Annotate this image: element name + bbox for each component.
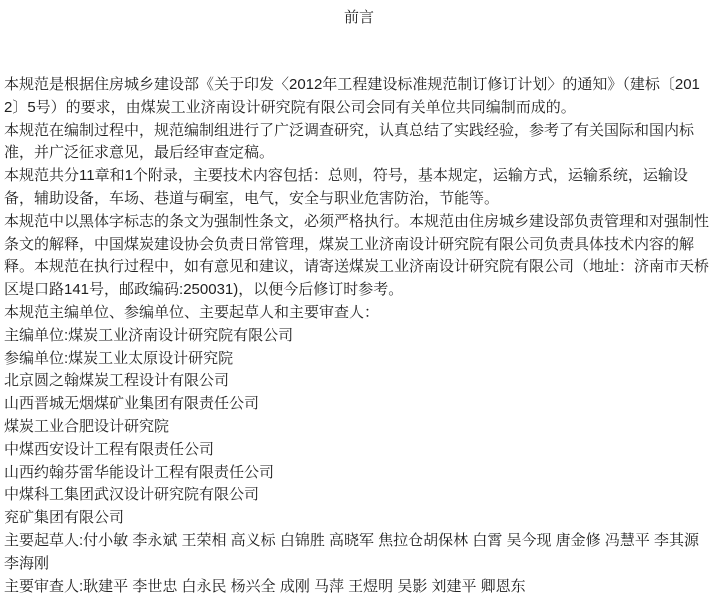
para-credits-intro: 本规范主编单位、参编单位、主要起草人和主要审查人： <box>4 303 380 321</box>
para-basis: 本规范是根据住房城乡建设部《关于印发〈2012年工程建设标准规范制订修订计划〉的通知》（建标〔2012〕5号）的要求，由煤炭工业济南设计研究院有限公司会同有关单位共同编制而成的。 <box>4 76 700 116</box>
line-chief-editor-unit: 主编单位:煤炭工业济南设计研究院有限公司 <box>4 326 294 344</box>
line-participating-unit: 煤炭工业合肥设计研究院 <box>4 417 170 435</box>
line-participating-unit: 兖矿集团有限公司 <box>4 509 125 527</box>
line-main-reviewers: 主要审查人:耿建平 李世忠 白永民 杨兴全 成刚 马萍 王煜明 吴影 刘建平 卿恩东 <box>4 577 526 595</box>
para-drafting-process: 本规范在编制过程中，规范编制组进行了广泛调查研究，认真总结了实践经验，参考了有关国际和国内标准，并广泛征求意见，最后经审查定稿。 <box>4 121 695 162</box>
line-participating-unit: 山西晋城无烟煤矿业集团有限责任公司 <box>4 395 260 413</box>
line-participating-unit: 北京圆之翰煤炭工程设计有限公司 <box>4 372 230 390</box>
line-participating-unit: 参编单位:煤炭工业太原设计研究院 <box>4 349 234 367</box>
page-title: 前言 <box>343 9 374 26</box>
line-participating-unit: 中煤西安设计工程有限责任公司 <box>4 440 215 458</box>
para-contents-overview: 本规范共分11章和1个附录，主要技术内容包括：总则，符号，基本规定，运输方式，运输系统，运输设备，辅助设备，车场、巷道与硐室，电气，安全与职业危害防治，节能等。 <box>4 167 688 207</box>
para-mandatory-provisions: 本规范中以黑体字标志的条文为强制性条文，必须严格执行。本规范由住房城乡建设部负责管理和对强制性条文的解释，中国煤炭建设协会负责日常管理，煤炭工业济南设计研究院有限公司负责具体技术内容的解释。本规范在执行过程中，如有意见和建议，请寄送煤炭工业济南设计研究院有限公司（地址：济南市天桥区堤口路141号，邮政编码:250031)，以便今后修订时参考。 <box>4 212 710 299</box>
line-participating-unit: 山西约翰芬雷华能设计工程有限责任公司 <box>4 463 275 481</box>
line-main-drafters: 主要起草人:付小敏 李永斌 王荣相 高义标 白锦胜 高晓军 焦拉仓胡保林 白霄 吴今现 唐金修 冯慧平 李其源 李海刚 <box>4 531 700 572</box>
line-participating-unit: 中煤科工集团武汉设计研究院有限公司 <box>4 486 260 504</box>
